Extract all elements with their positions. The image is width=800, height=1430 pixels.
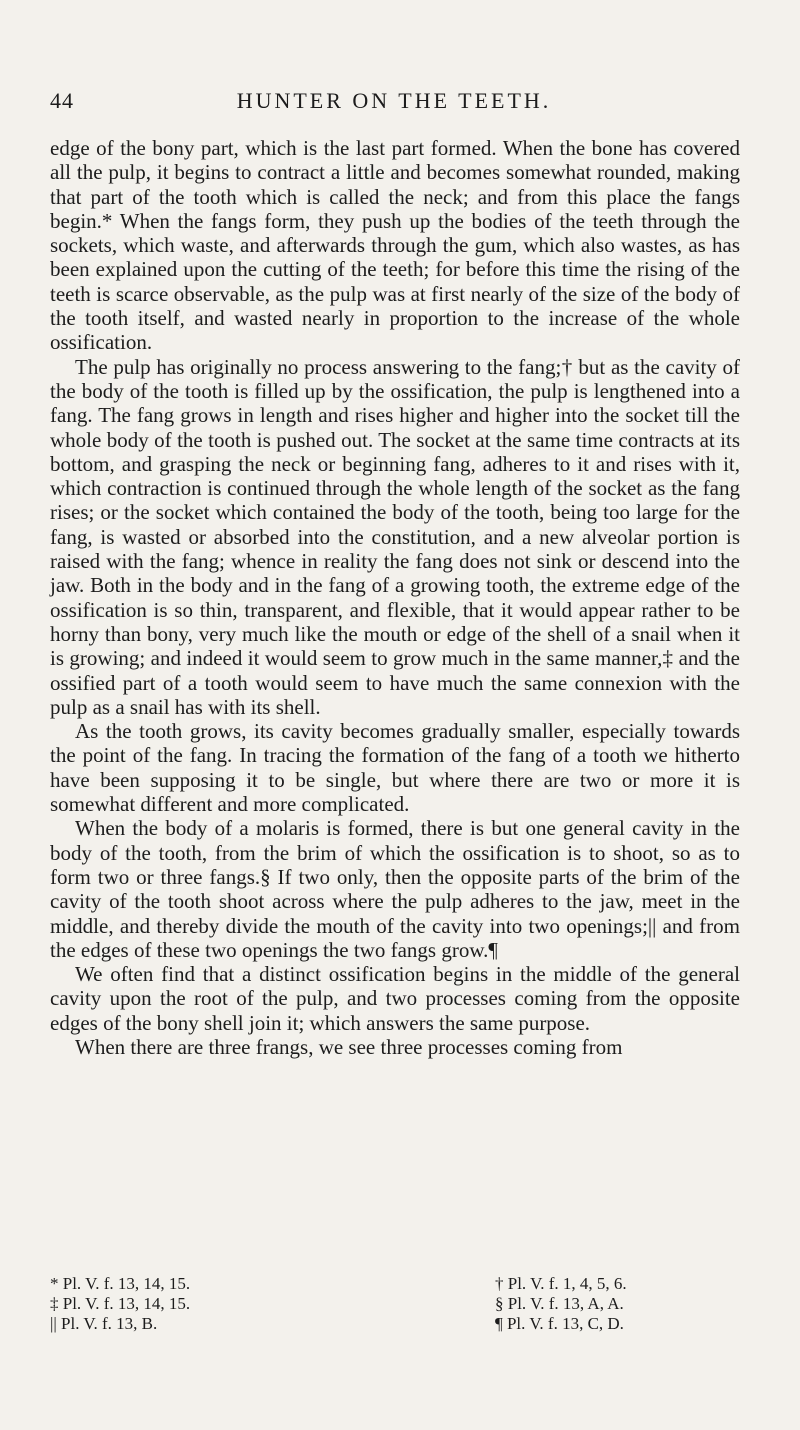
- footnote: † Pl. V. f. 1, 4, 5, 6.: [495, 1274, 627, 1293]
- paragraph: edge of the bony part, which is the last part formed. When the bone has covered all the pulp, it begins to contract a little and becomes somewhat rounded, making that part of the tooth which is called the neck; and from this place the fangs begin.* When the fangs form, they push up the bodies of the teeth through the sockets, which waste, and afterwards through the gum, which also wastes, as has been explained upon the cutting of the teeth; for before this time the rising of the teeth is scarce observable, as the pulp was at first nearly of the size of the body of the tooth itself, and wasted nearly in proportion to the increase of the whole ossification.: [50, 136, 740, 355]
- paragraph: When there are three frangs, we see three processes coming from: [75, 1034, 623, 1059]
- footnote: * Pl. V. f. 13, 14, 15.: [50, 1274, 191, 1293]
- paragraph: As the tooth grows, its cavity becomes gradually smaller, especially towards the point of the fang. In tracing the formation of the fang of a tooth we hitherto have been supposing it to be single, but where there are two or more it is somewhat different and more complicated.: [50, 719, 740, 817]
- paragraph: We often find that a distinct ossification begins in the middle of the general cavity upon the root of the pulp, and two processes coming from the opposite edges of the bony shell join it; which answers the same purpose.: [50, 962, 740, 1035]
- footnote: ‡ Pl. V. f. 13, 14, 15.: [50, 1294, 191, 1313]
- paragraph: The pulp has originally no process answering to the fang;† but as the cavity of the body of the tooth is filled up by the ossification, the pulp is lengthened into a fang. The fang grows in length and rises higher and higher into the socket till the whole body of the tooth is pushed out. The socket at the same time contracts at its bottom, and grasping the neck or beginning fang, adheres to it and rises with it, which contraction is continued through the whole length of the socket as the fang rises; or the socket which contained the body of the tooth, being too large for the fang, is wasted or absorbed into the constitution, and a new alveolar portion is raised with the fang; whence in reality the fang does not sink or descend into the jaw. Both in the body and in the fang of a growing tooth, the extreme edge of the ossification is so thin, transparent, and flexible, that it would appear rather to be horny than bony, very much like the mouth or edge of the shell of a snail when it is growing; and indeed it would seem to grow much in the same manner,‡ and the ossified part of a tooth would seem to have much the same connexion with the pulp as a snail has with its shell.: [50, 354, 740, 719]
- running-title: HUNTER ON THE TEETH.: [236, 88, 552, 113]
- body-text: [50, 136, 740, 1059]
- paragraph: When the body of a molaris is formed, there is but one general cavity in the body of the tooth, from the brim of which the ossification is to shoot, so as to form two or three fangs.§ If two only, then the opposite parts of the brim of the cavity of the tooth shoot across where the pulp adheres to the jaw, meet in the middle, and thereby divide the mouth of the cavity into two openings;|| and from the edges of these two openings the two fangs grow.¶: [50, 816, 740, 962]
- footnote: § Pl. V. f. 13, A, A.: [495, 1294, 624, 1313]
- page-number: 44: [50, 88, 74, 113]
- page-header: [50, 88, 738, 118]
- footnotes: [50, 1274, 740, 1334]
- footnote: || Pl. V. f. 13, B.: [50, 1314, 158, 1333]
- footnote: ¶ Pl. V. f. 13, C, D.: [495, 1314, 624, 1333]
